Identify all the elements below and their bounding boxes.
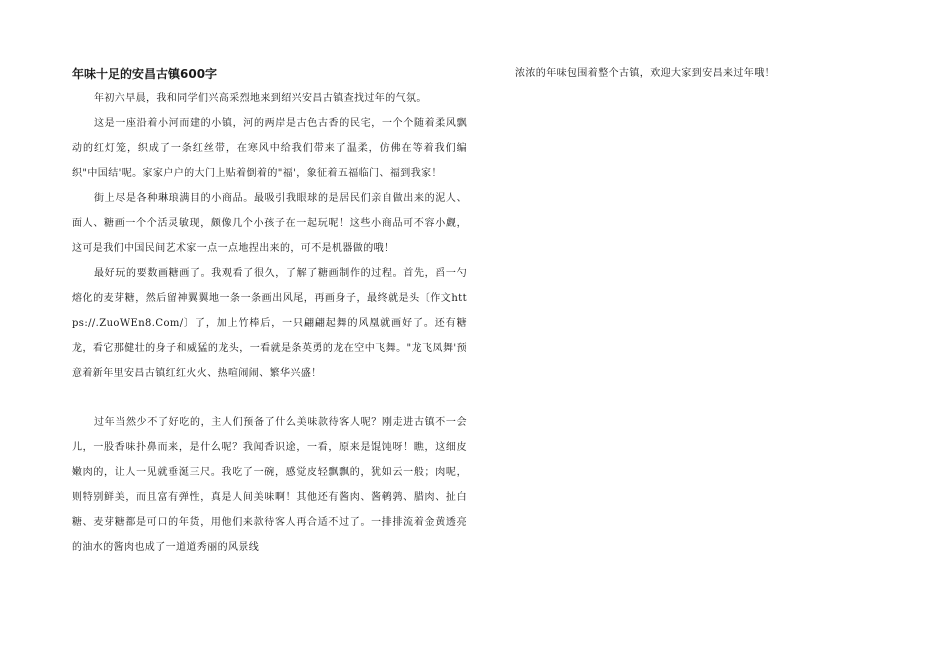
- left-column: [72, 64, 467, 560]
- paragraph-gap: [72, 386, 467, 410]
- paragraph-1: 年初六早晨，我和同学们兴高采烈地来到绍兴安昌古镇查找过年的气氛。: [94, 93, 427, 104]
- continued-paragraph: 浓浓的年味包围着整个古镇，欢迎大家到安昌来过年哦！: [515, 68, 775, 79]
- paragraph-2: 这是一座沿着小河而建的小镇，河的两岸是古色古香的民宅，一个个随着柔风飘动的红灯笼，织成了一条红丝带，在寒风中给我们带来了温柔，仿佛在等着我们编织"中国结'呢。家家户户的大门上贴着倒着的"福'，象征着五福临门、福到我家！: [72, 118, 467, 179]
- paragraph-3: 街上尽是各种琳琅满目的小商品。最吸引我眼球的是居民们亲自做出来的泥人、面人、糖画一个个活灵敏现，颇像几个小孩子在一起玩呢！这些小商品可不容小觑，这可是我们中国民间艺术家一点一点地捏出来的，可不是机器做的哦！: [72, 193, 467, 254]
- right-column: [515, 64, 895, 84]
- paragraph-5: 过年当然少不了好吃的，主人们预备了什么美味款待客人呢？刚走进古镇不一会儿，一股香味扑鼻而来，是什么呢？我闻香识途，一看，原来是馄饨呀！瞧，这细皮嫩肉的，让人一见就垂涎三尺。我吃了一碗，感觉皮轻飘飘的，犹如云一般；肉呢，则特别鲜美，而且富有弹性，真是人间美味啊！其他还有酱肉、酱鹌鹑、腊肉、扯白糖、麦芽糖都是可口的年货，用他们来款待客人再合适不过了。一排排流着金黄透亮的油水的酱肉也成了一道道秀丽的风景线: [72, 417, 467, 553]
- document-title: 年味十足的安昌古镇600字: [72, 67, 218, 81]
- paragraph-4: 最好玩的要数画糖画了。我观看了很久，了解了糖画制作的过程。首先，舀一勺熔化的麦芽糖，然后留神翼翼地一条一条画出风尾，再画身子，最终就是头〔作文https://.ZuoWEn8.Com/〕了，加上竹棒后，一只翩翩起舞的风凰就画好了。还有糖龙，看它那健壮的身子和威猛的龙头，一看就是条英勇的龙在空中飞舞。"龙飞凤舞'预意着新年里安昌古镇红红火火、热喧闹闹、繁华兴盛！: [72, 268, 467, 379]
